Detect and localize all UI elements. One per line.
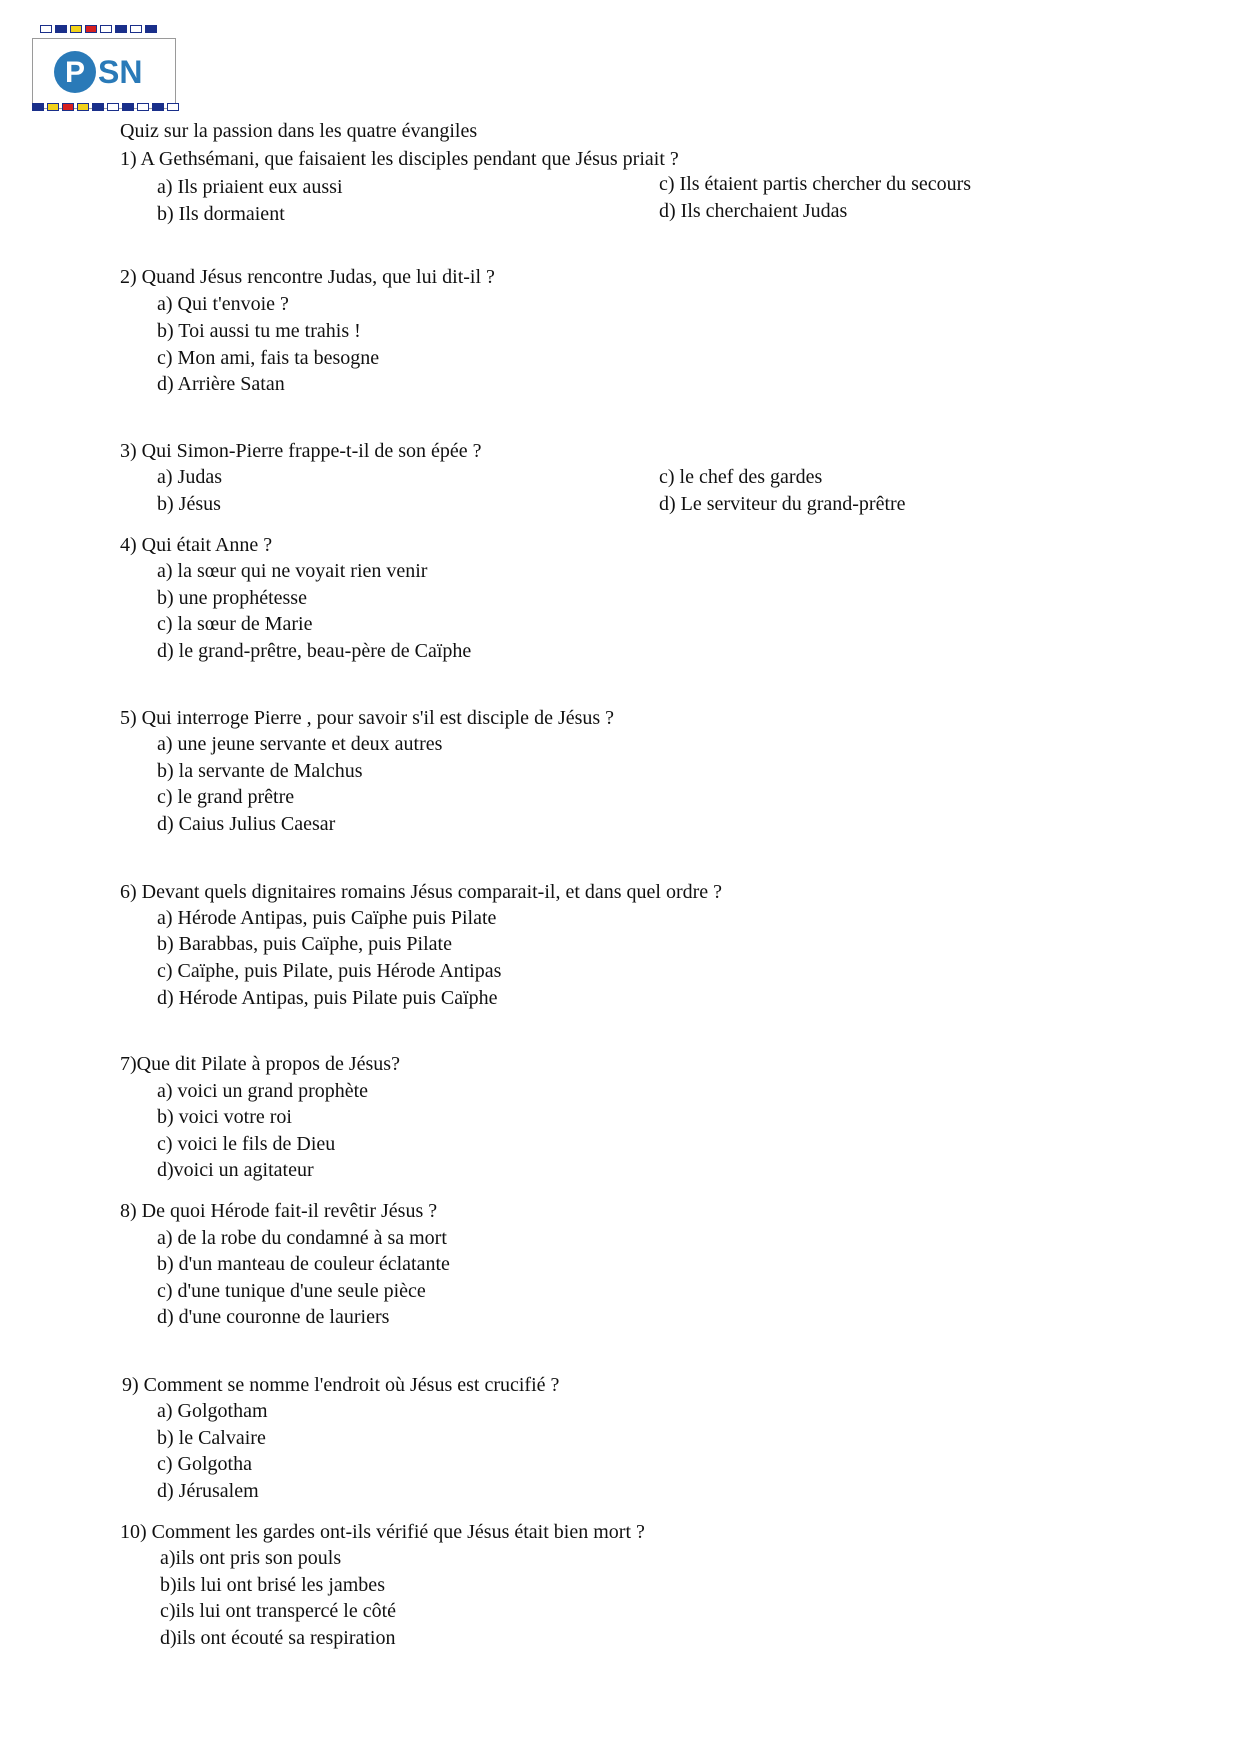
svg-text:SN: SN (98, 54, 143, 90)
psn-logo (32, 25, 176, 113)
answer-6b: b) Barabbas, puis Caïphe, puis Pilate (157, 933, 452, 955)
logo-box (32, 38, 176, 109)
quiz-title: Quiz sur la passion dans les quatre évangiles (120, 120, 478, 142)
answer-4d: d) le grand-prêtre, beau-père de Caïphe (157, 640, 472, 662)
answer-8c: c) d'une tunique d'une seule pièce (157, 1280, 426, 1302)
answer-9d: d) Jérusalem (157, 1480, 259, 1502)
answer-5b: b) la servante de Malchus (157, 760, 363, 782)
question-3: 3) Qui Simon-Pierre frappe-t-il de son épée ? (120, 440, 482, 462)
answer-9b: b) le Calvaire (157, 1427, 266, 1449)
answer-1a: a) Ils priaient eux aussi (157, 176, 343, 198)
answer-10c: c)ils lui ont transpercé le côté (160, 1600, 397, 1622)
answer-4a: a) la sœur qui ne voyait rien venir (157, 560, 428, 582)
question-2: 2) Quand Jésus rencontre Judas, que lui dit-il ? (120, 266, 495, 288)
answer-8d: d) d'une couronne de lauriers (157, 1306, 390, 1328)
answer-2c: c) Mon ami, fais ta besogne (157, 347, 380, 369)
answer-8b: b) d'un manteau de couleur éclatante (157, 1253, 450, 1275)
answer-2d: d) Arrière Satan (157, 373, 285, 395)
question-6: 6) Devant quels dignitaires romains Jésus comparait-il, et dans quel ordre ? (120, 881, 723, 903)
answer-10d: d)ils ont écouté sa respiration (160, 1627, 396, 1649)
answer-2a: a) Qui t'envoie ? (157, 293, 289, 315)
answer-1c: c) Ils étaient partis chercher du secours (659, 173, 972, 195)
answer-4b: b) une prophétesse (157, 587, 307, 609)
answer-3b: b) Jésus (157, 493, 221, 515)
question-1: 1) A Gethsémani, que faisaient les disciples pendant que Jésus priait ? (120, 148, 679, 170)
answer-5d: d) Caius Julius Caesar (157, 813, 336, 835)
question-5: 5) Qui interroge Pierre , pour savoir s'il est disciple de Jésus ? (120, 707, 615, 729)
svg-text:P: P (64, 56, 86, 89)
answer-7b: b) voici votre roi (157, 1106, 292, 1128)
answer-5c: c) le grand prêtre (157, 786, 295, 808)
answer-4c: c) la sœur de Marie (157, 613, 313, 635)
question-9: 9) Comment se nomme l'endroit où Jésus est crucifié ? (122, 1374, 560, 1396)
question-4: 4) Qui était Anne ? (120, 534, 273, 556)
signal-flags-top (40, 25, 157, 33)
answer-3d: d) Le serviteur du grand-prêtre (659, 493, 906, 515)
question-7: 7)Que dit Pilate à propos de Jésus? (120, 1053, 400, 1075)
answer-3a: a) Judas (157, 466, 222, 488)
answer-6d: d) Hérode Antipas, puis Pilate puis Caïphe (157, 987, 498, 1009)
question-10: 10) Comment les gardes ont-ils vérifié que Jésus était bien mort ? (120, 1521, 645, 1543)
answer-2b: b) Toi aussi tu me trahis ! (157, 320, 361, 342)
psn-logo-mark (33, 47, 175, 97)
answer-10a: a)ils ont pris son pouls (160, 1547, 342, 1569)
answer-8a: a) de la robe du condamné à sa mort (157, 1227, 447, 1249)
signal-flags-bottom (32, 103, 179, 111)
answer-7a: a) voici un grand prophète (157, 1080, 369, 1102)
answer-10b: b)ils lui ont brisé les jambes (160, 1574, 385, 1596)
answer-9a: a) Golgotham (157, 1400, 268, 1422)
answer-5a: a) une jeune servante et deux autres (157, 733, 443, 755)
answer-7d: d)voici un agitateur (157, 1159, 314, 1181)
answer-6a: a) Hérode Antipas, puis Caïphe puis Pilate (157, 907, 497, 929)
answer-1b: b) Ils dormaient (157, 203, 285, 225)
answer-1d: d) Ils cherchaient Judas (659, 200, 848, 222)
answer-6c: c) Caïphe, puis Pilate, puis Hérode Antipas (157, 960, 502, 982)
answer-9c: c) Golgotha (157, 1453, 252, 1475)
question-8: 8) De quoi Hérode fait-il revêtir Jésus ? (120, 1200, 438, 1222)
answer-3c: c) le chef des gardes (659, 466, 823, 488)
answer-7c: c) voici le fils de Dieu (157, 1133, 336, 1155)
